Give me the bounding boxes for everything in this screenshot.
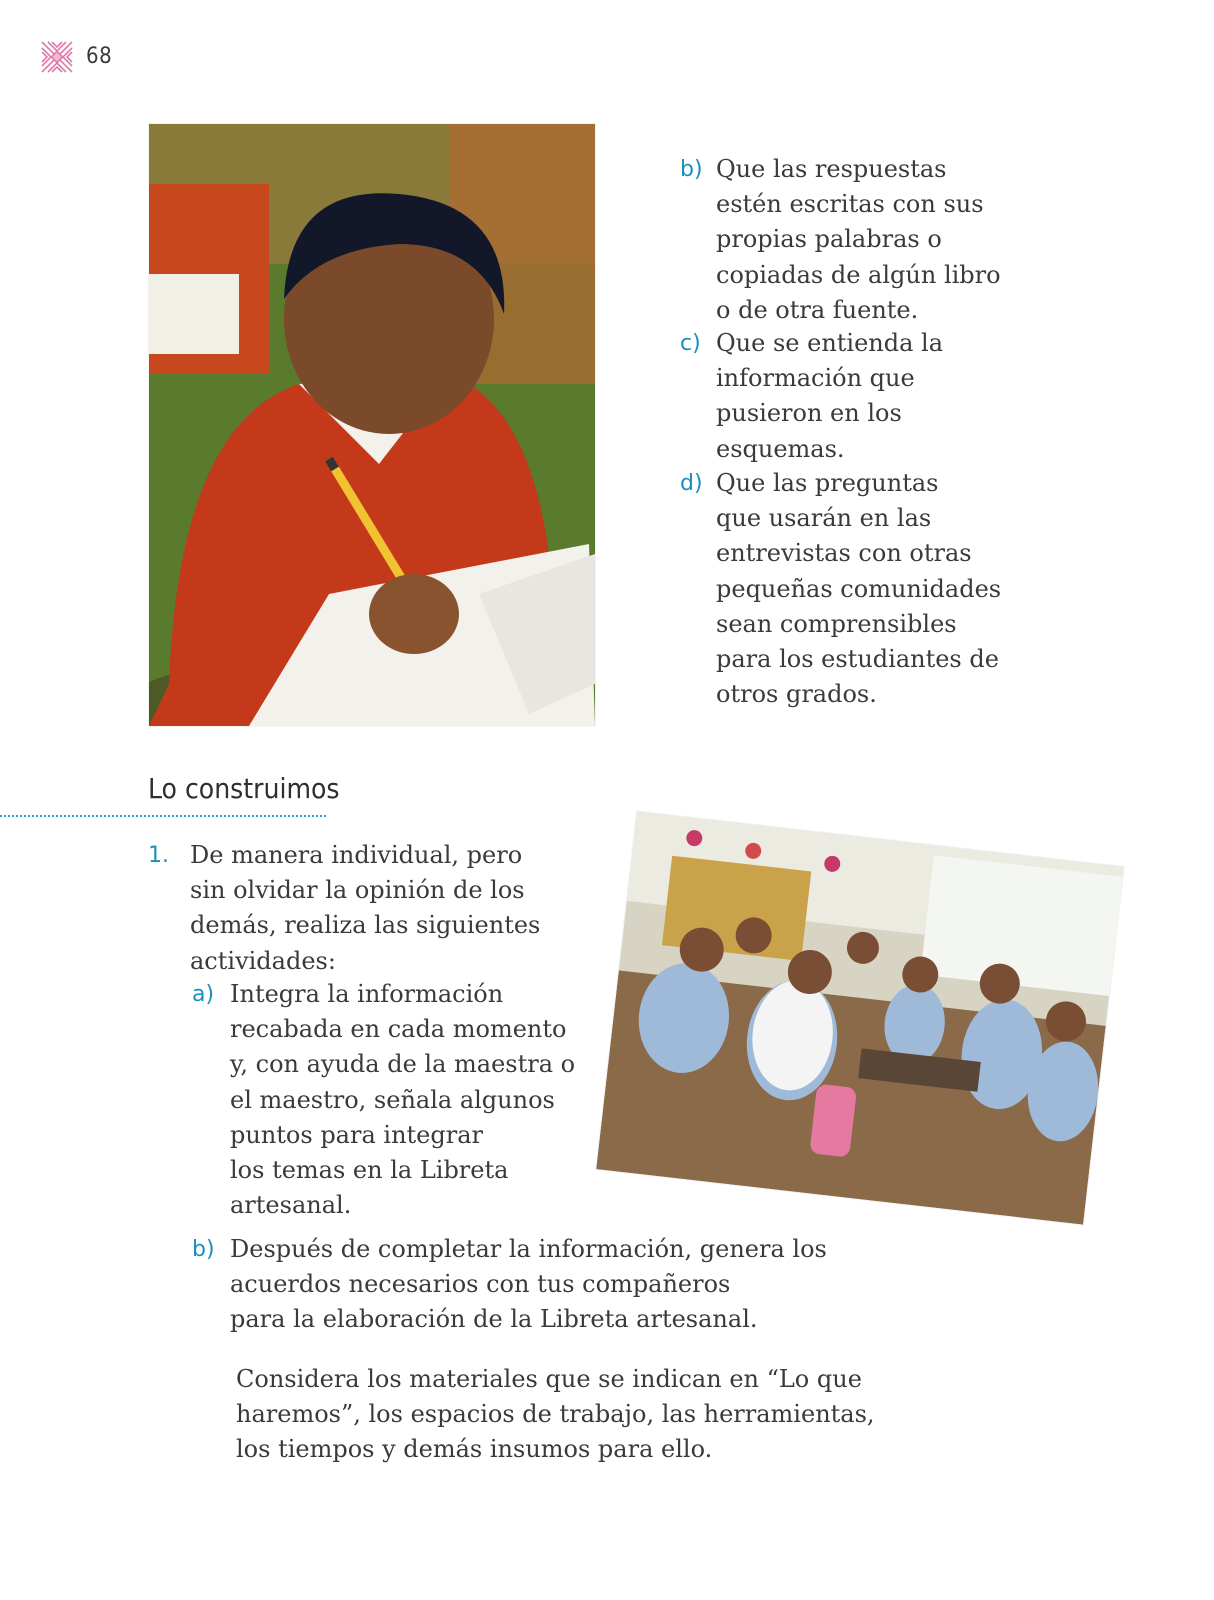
sub-item-line: puntos para integrar bbox=[230, 1120, 483, 1149]
item-marker: d) bbox=[680, 471, 703, 496]
sub-item-line: acuerdos necesarios con tus compañeros bbox=[230, 1270, 731, 1299]
sub-item-marker: a) bbox=[192, 982, 215, 1007]
boy-writing-photo bbox=[149, 124, 595, 726]
activity-sub-item-a bbox=[192, 977, 592, 1227]
item-line: pusieron en los bbox=[716, 399, 902, 428]
page-number: 68 bbox=[86, 44, 113, 69]
item-line: Que las respuestas bbox=[716, 155, 947, 183]
activity-line: De manera individual, pero bbox=[190, 841, 523, 869]
note-line: los tiempos y demás insumos para ello. bbox=[236, 1435, 713, 1464]
sub-item-line: recabada en cada momento bbox=[230, 1015, 567, 1044]
activity-line: demás, realiza las siguientes bbox=[190, 911, 541, 940]
item-line: copiadas de algún libro bbox=[716, 260, 1001, 289]
item-marker: b) bbox=[680, 157, 703, 182]
item-line: sean comprensibles bbox=[716, 609, 957, 638]
item-marker: c) bbox=[680, 331, 701, 356]
item-line: Que las preguntas bbox=[716, 469, 939, 497]
sub-item-line: artesanal. bbox=[230, 1191, 352, 1220]
sub-item-line: para la elaboración de la Libreta artesanal. bbox=[230, 1305, 758, 1334]
section-divider bbox=[0, 815, 326, 817]
sub-item-line: los temas en la Libreta bbox=[230, 1156, 509, 1185]
activity-line: actividades: bbox=[190, 946, 336, 975]
sub-item-line: el maestro, señala algunos bbox=[230, 1085, 555, 1114]
classroom-students-photo bbox=[596, 811, 1124, 1224]
materials-note bbox=[236, 1362, 936, 1468]
sub-item-line: Integra la información bbox=[230, 980, 504, 1008]
review-item-d bbox=[680, 466, 1040, 716]
item-line: pequeñas comunidades bbox=[716, 574, 1002, 603]
item-line: o de otra fuente. bbox=[716, 295, 919, 324]
item-line: Que se entienda la bbox=[716, 329, 944, 357]
review-item-c bbox=[680, 326, 1040, 471]
item-line: propias palabras o bbox=[716, 225, 942, 254]
item-line: entrevistas con otras bbox=[716, 539, 972, 568]
item-line: que usarán en las bbox=[716, 504, 932, 533]
sub-item-line: y, con ayuda de la maestra o bbox=[230, 1050, 576, 1079]
item-line: estén escritas con sus bbox=[716, 190, 984, 219]
item-line: información que bbox=[716, 364, 915, 393]
section-heading: Lo construimos bbox=[148, 772, 340, 805]
activity-1 bbox=[148, 838, 588, 983]
sub-item-marker: b) bbox=[192, 1237, 215, 1262]
item-line: para los estudiantes de bbox=[716, 645, 999, 674]
item-line: esquemas. bbox=[716, 434, 845, 463]
note-line: haremos”, los espacios de trabajo, las herramientas, bbox=[236, 1400, 875, 1429]
sub-item-line: Después de completar la información, genera los bbox=[230, 1235, 827, 1263]
pink-star-ornament-icon bbox=[38, 38, 76, 76]
item-line: otros grados. bbox=[716, 680, 877, 709]
activity-number: 1. bbox=[148, 843, 169, 868]
review-item-b bbox=[680, 152, 1040, 332]
activity-sub-item-b bbox=[192, 1232, 892, 1342]
note-line: Considera los materiales que se indican en “Lo que bbox=[236, 1365, 862, 1393]
activity-line: sin olvidar la opinión de los bbox=[190, 876, 525, 905]
